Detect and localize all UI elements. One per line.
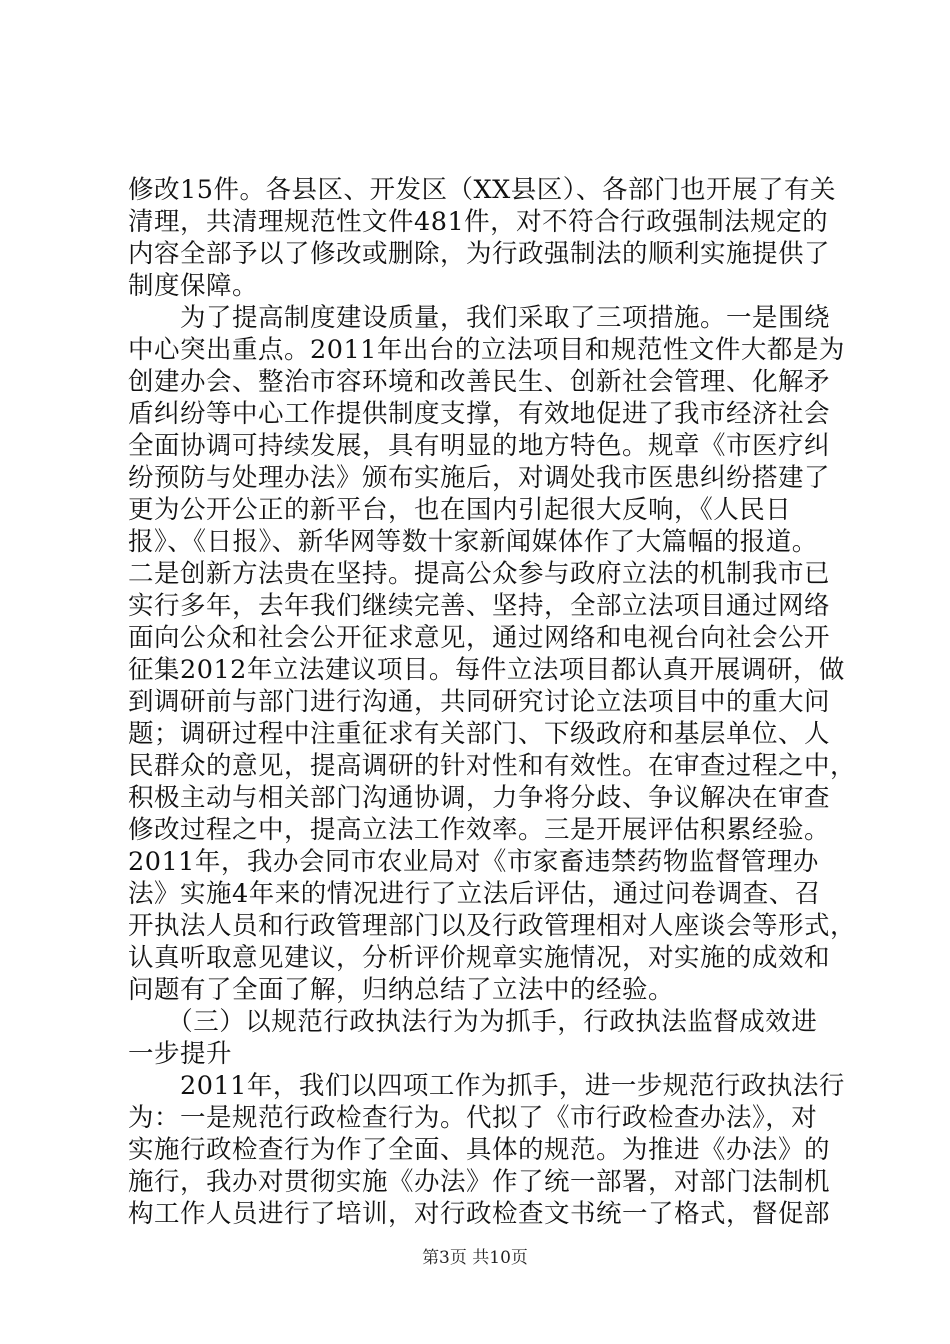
- text-line: 制度保障。: [128, 271, 259, 301]
- text-line: 修改过程之中，提高立法工作效率。三是开展评估积累经验。: [128, 815, 831, 845]
- text-line: 问题有了全面了解，归纳总结了立法中的经验。: [128, 975, 675, 1005]
- text-line: 构工作人员进行了培训，对行政检查文书统一了格式，督促部: [128, 1199, 831, 1229]
- text-line: 实施行政检查行为作了全面、具体的规范。为推进《办法》的: [128, 1135, 831, 1165]
- text-line: 为了提高制度建设质量，我们采取了三项措施。一是围绕: [128, 303, 831, 333]
- text-line: 盾纠纷等中心工作提供制度支撑，有效地促进了我市经济社会: [128, 399, 831, 429]
- text-line: 纷预防与处理办法》颁布实施后，对调处我市医患纠纷搭建了: [128, 463, 831, 493]
- text-line: 清理，共清理规范性文件481件，对不符合行政强制法规定的: [128, 207, 829, 237]
- document-body: [128, 174, 857, 1230]
- text-line: 到调研前与部门进行沟通，共同研究讨论立法项目中的重大问: [128, 687, 831, 717]
- text-line: 报》、《日报》、新华网等数十家新闻媒体作了大篇幅的报道。: [128, 527, 818, 557]
- text-line: 二是创新方法贵在坚持。提高公众参与政府立法的机制我市已: [128, 559, 831, 589]
- text-line: 征集2012年立法建议项目。每件立法项目都认真开展调研，做: [128, 655, 845, 685]
- text-line: 施行，我办对贯彻实施《办法》作了统一部署，对部门法制机: [128, 1167, 831, 1197]
- text-line: 为：一是规范行政检查行为。代拟了《市行政检查办法》，对: [128, 1103, 818, 1133]
- text-line: 创建办会、整治市容环境和改善民生、创新社会管理、化解矛: [128, 367, 831, 397]
- text-line: 开执法人员和行政管理部门以及行政管理相对人座谈会等形式，: [128, 911, 857, 941]
- page-footer: 第3页 共10页: [422, 1248, 528, 1268]
- section-heading-line: 一步提升: [128, 1039, 233, 1069]
- text-line: 中心突出重点。2011年出台的立法项目和规范性文件大都是为: [128, 335, 845, 365]
- text-line: 2011年，我办会同市农业局对《市家畜违禁药物监督管理办: [128, 847, 819, 877]
- text-line: 题；调研过程中注重征求有关部门、下级政府和基层单位、人: [128, 719, 831, 749]
- section-heading-line: （三）以规范行政执法行为为抓手，行政执法监督成效进: [128, 1007, 818, 1037]
- text-line: 面向公众和社会公开征求意见，通过网络和电视台向社会公开: [128, 623, 831, 653]
- text-line: 更为公开公正的新平台，也在国内引起很大反响，《人民日: [128, 495, 792, 525]
- text-line: 修改15件。各县区、开发区（XX县区）、各部门也开展了有关: [128, 175, 837, 205]
- text-line: 2011年，我们以四项工作为抓手，进一步规范行政执法行: [128, 1071, 845, 1101]
- text-line: 法》实施4年来的情况进行了立法后评估，通过问卷调查、召: [128, 879, 821, 909]
- text-line: 认真听取意见建议，分析评价规章实施情况，对实施的成效和: [128, 943, 831, 973]
- text-line: 积极主动与相关部门沟通协调，力争将分歧、争议解决在审查: [128, 783, 831, 813]
- text-line: 实行多年，去年我们继续完善、坚持，全部立法项目通过网络: [128, 591, 831, 621]
- text-line: 民群众的意见，提高调研的针对性和有效性。在审查过程之中，: [128, 751, 857, 781]
- text-line: 全面协调可持续发展，具有明显的地方特色。规章《市医疗纠: [128, 431, 831, 461]
- text-line: 内容全部予以了修改或删除，为行政强制法的顺利实施提供了: [128, 239, 831, 269]
